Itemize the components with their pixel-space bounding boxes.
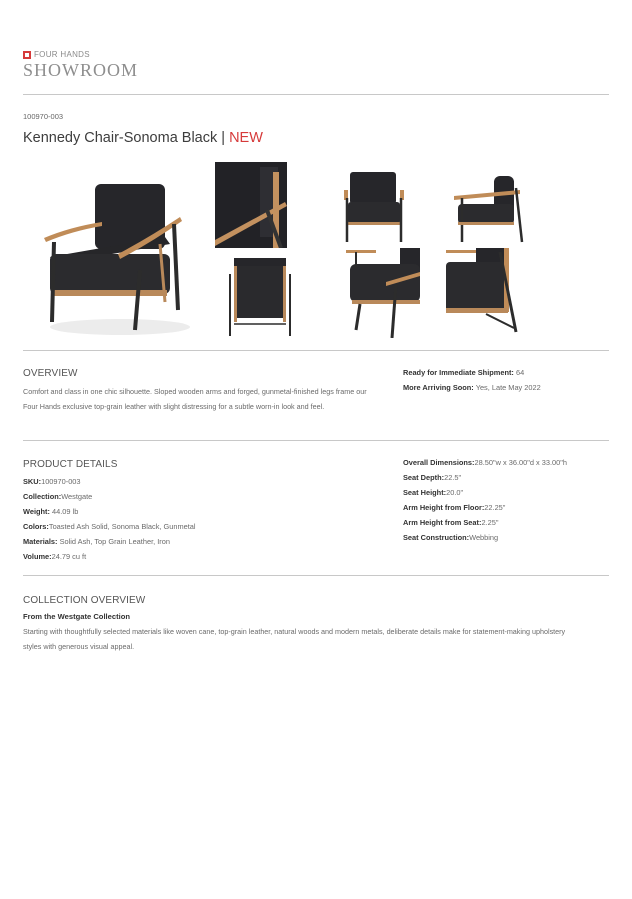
product-details-left bbox=[23, 474, 196, 564]
detail-volume: Volume:24.79 cu ft bbox=[23, 552, 87, 561]
title-separator: | bbox=[217, 130, 230, 146]
detail-collection: Collection:Westgate bbox=[23, 492, 93, 501]
collection-overview-heading: COLLECTION OVERVIEW bbox=[23, 595, 146, 606]
brand-square-icon bbox=[23, 51, 31, 59]
detail-arm-height-seat: Arm Height from Seat:2.25" bbox=[403, 518, 499, 527]
new-badge: NEW bbox=[229, 130, 263, 146]
product-image-thumb-6 bbox=[446, 248, 520, 336]
detail-colors: Colors:Toasted Ash Solid, Sonoma Black, Gunmetal bbox=[23, 522, 196, 531]
chair-front-image bbox=[342, 168, 406, 244]
detail-weight: Weight: 44.09 lb bbox=[23, 507, 79, 516]
product-name: Kennedy Chair-Sonoma Black bbox=[23, 130, 218, 146]
product-details-heading: PRODUCT DETAILS bbox=[23, 459, 118, 470]
header-divider bbox=[23, 94, 609, 95]
detail-materials: Materials: Solid Ash, Top Grain Leather, Iron bbox=[23, 537, 170, 546]
collection-overview-text: Starting with thoughtfully selected materials like woven cane, top-grain leather, natural woods and modern metals, deliberate details make for statement-making upholstery styles with generous visual appeal. bbox=[23, 627, 566, 651]
availability-arriving: More Arriving Soon: Yes, Late May 2022 bbox=[403, 383, 541, 392]
chair-back-image bbox=[228, 256, 292, 338]
details-divider bbox=[23, 575, 609, 576]
product-image-thumb-4 bbox=[228, 256, 292, 338]
product-image-thumb-1 bbox=[215, 162, 295, 248]
detail-arm-height-floor: Arm Height from Floor:22.25" bbox=[403, 503, 506, 512]
chair-main-image bbox=[30, 162, 200, 342]
brand-subtitle: SHOWROOM bbox=[23, 60, 139, 80]
detail-seat-height: Seat Height:20.0" bbox=[403, 488, 464, 497]
product-details-right bbox=[403, 455, 567, 545]
brand-logo bbox=[23, 50, 138, 81]
product-image-main bbox=[30, 162, 200, 342]
detail-sku: SKU:100970-003 bbox=[23, 477, 81, 486]
chair-leg-closeup-image bbox=[446, 248, 520, 336]
collection-subheading: From the Westgate Collection bbox=[23, 612, 131, 621]
product-sku-header: 100970-003 bbox=[23, 112, 64, 121]
product-image-thumb-2 bbox=[342, 168, 406, 244]
overview-divider bbox=[23, 440, 609, 441]
chair-side-image bbox=[450, 170, 526, 244]
availability-list bbox=[403, 365, 541, 395]
gallery-divider bbox=[23, 350, 609, 351]
chair-arm-closeup-image bbox=[215, 162, 295, 248]
detail-seat-construction: Seat Construction:Webbing bbox=[403, 533, 499, 542]
product-image-thumb-3 bbox=[450, 170, 526, 244]
availability-ready: Ready for Immediate Shipment: 64 bbox=[403, 368, 525, 377]
overview-text: Comfort and class in one chic silhouette. Sloped wooden arms and forged, gunmetal-finished legs frame our Four Hands exclusive top-grain leather with slight distressing for a subtle worn-in look and feel. bbox=[23, 387, 367, 411]
detail-seat-depth: Seat Depth:22.5" bbox=[403, 473, 462, 482]
product-image-thumb-5 bbox=[346, 248, 420, 338]
product-title bbox=[23, 130, 263, 146]
chair-seat-closeup-image bbox=[346, 248, 420, 338]
detail-overall-dimensions: Overall Dimensions:28.50"w x 36.00"d x 33.00"h bbox=[403, 458, 567, 467]
overview-heading: OVERVIEW bbox=[23, 368, 78, 379]
brand-name: FOUR HANDS bbox=[34, 50, 90, 59]
